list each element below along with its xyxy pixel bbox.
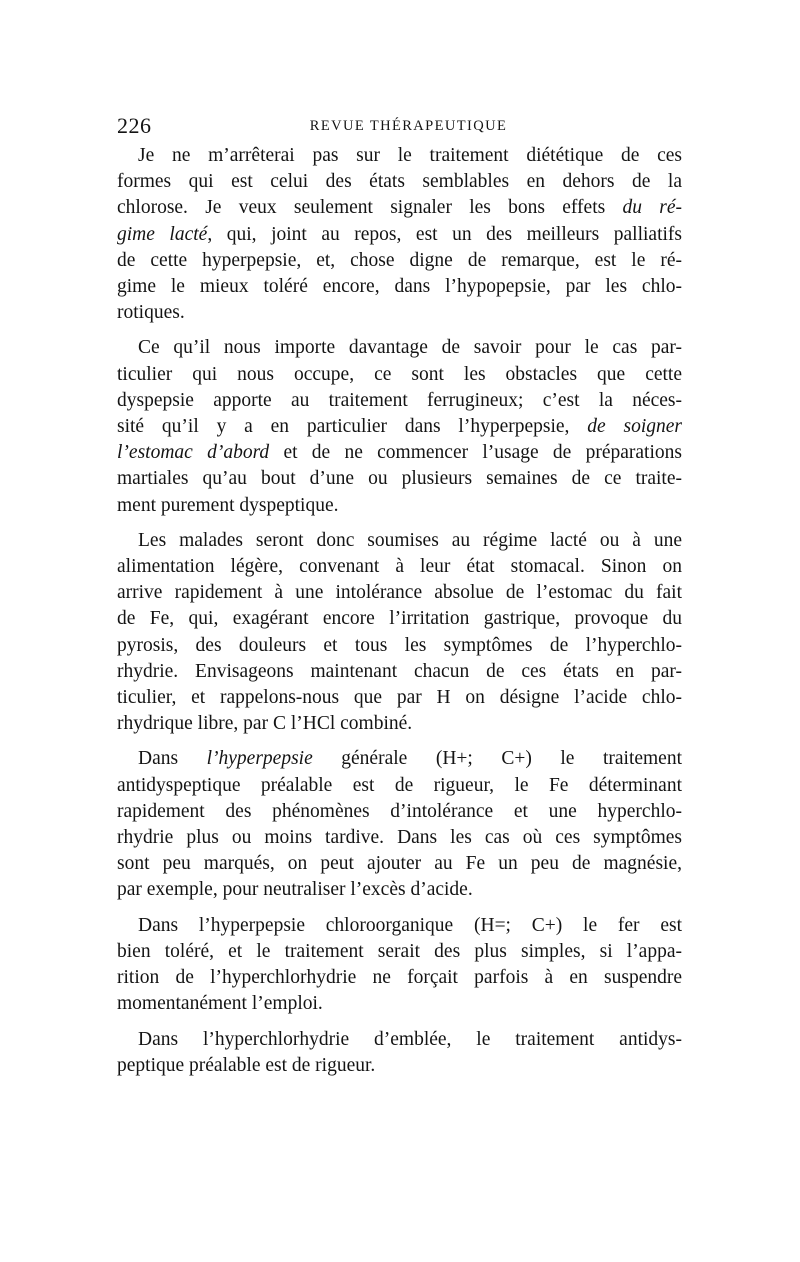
- text-segment: de cette hyperpepsie, et, chose digne de remarque, est le ré-: [117, 249, 682, 271]
- text-line: [117, 659, 682, 685]
- paragraph: [117, 528, 682, 738]
- text-line: [117, 965, 682, 991]
- text-segment: pyrosis, des douleurs et tous les symptômes de l’hyperchlo-: [117, 634, 682, 656]
- text-segment: rition de l’hyperchlorhydrie ne forçait parfois à en suspendre: [117, 967, 682, 989]
- text-segment: Dans l’hyperchlorhydrie d’emblée, le traitement antidys-: [138, 1028, 682, 1050]
- text-segment: gime le mieux toléré encore, dans l’hypopepsie, par les chlo-: [117, 276, 682, 298]
- paragraph: [117, 913, 682, 1018]
- text-line: [117, 335, 682, 361]
- text-segment: , qui, joint au repos, est un des meilleurs palliatifs: [207, 223, 682, 245]
- text-segment: et de ne commencer l’usage de préparations: [269, 442, 682, 464]
- text-segment: rhydrique libre, par C l’HCl combiné.: [117, 713, 413, 735]
- paragraph: [117, 1027, 682, 1079]
- text-segment: Dans: [138, 748, 207, 770]
- text-line: [117, 300, 682, 326]
- text-segment: formes qui est celui des états semblables en dehors de la: [117, 171, 682, 193]
- text-line: [117, 466, 682, 492]
- text-segment: sont peu marqués, on peut ajouter au Fe un peu de magnésie,: [117, 853, 682, 875]
- text-line: [117, 222, 682, 248]
- text-segment: dyspepsie apporte au traitement ferrugineux; c’est la néces-: [117, 389, 682, 411]
- italic-phrase: l’hyperpepsie: [206, 748, 313, 770]
- text-line: [117, 414, 682, 440]
- text-line: [117, 685, 682, 711]
- text-segment: rotiques.: [117, 302, 185, 324]
- text-segment: Ce qu’il nous importe davantage de savoir pour le cas par-: [138, 337, 682, 359]
- text-line: [117, 169, 682, 195]
- text-segment: de Fe, qui, exagérant encore l’irritation gastrique, provoque du: [117, 608, 682, 630]
- text-line: [117, 991, 682, 1017]
- text-line: [117, 362, 682, 388]
- running-header: [117, 113, 682, 143]
- text-line: [117, 440, 682, 466]
- text-segment: antidyspeptique préalable est de rigueur, le Fe déterminant: [117, 774, 682, 796]
- text-segment: rhydrie. Envisageons maintenant chacun de ces états en par-: [117, 660, 682, 682]
- text-line: [117, 913, 682, 939]
- text-segment: momentanément l’emploi.: [117, 993, 323, 1015]
- italic-phrase: l’estomac d’abord: [117, 442, 270, 464]
- text-line: [117, 877, 682, 903]
- text-line: [117, 143, 682, 169]
- text-segment: Les malades seront donc soumises au régime lacté ou à une: [138, 529, 682, 551]
- text-line: [117, 633, 682, 659]
- text-line: [117, 773, 682, 799]
- body-text: [117, 143, 682, 1088]
- text-line: [117, 851, 682, 877]
- text-line: [117, 248, 682, 274]
- text-line: [117, 799, 682, 825]
- text-line: [117, 554, 682, 580]
- text-segment: générale (H+; C+) le traitement: [312, 748, 683, 770]
- text-line: [117, 388, 682, 414]
- journal-title: REVUE THÉRAPEUTIQUE: [309, 118, 508, 134]
- paragraph: [117, 746, 682, 903]
- text-line: [117, 274, 682, 300]
- text-segment: sité qu’il y a en particulier dans l’hyperpepsie,: [117, 416, 588, 438]
- page-number: 226: [117, 113, 152, 138]
- text-segment: ticulier, et rappelons-nous que par H on désigne l’acide chlo-: [117, 687, 682, 709]
- text-segment: Dans l’hyperpepsie chloroorganique (H=; C+) le fer est: [138, 914, 682, 936]
- italic-phrase: gime lacté: [117, 223, 208, 245]
- text-segment: rhydrie plus ou moins tardive. Dans les cas où ces symptômes: [117, 827, 682, 849]
- text-segment: bien toléré, et le traitement serait des plus simples, si l’appa-: [117, 940, 682, 962]
- italic-phrase: du ré-: [622, 197, 682, 219]
- text-line: [117, 195, 682, 221]
- text-segment: par exemple, pour neutraliser l’excès d’acide.: [117, 879, 473, 901]
- italic-phrase: de soigner: [587, 416, 683, 438]
- text-line: [117, 1027, 682, 1053]
- text-line: [117, 939, 682, 965]
- text-line: [117, 580, 682, 606]
- text-line: [117, 746, 682, 772]
- text-line: [117, 493, 682, 519]
- text-line: [117, 528, 682, 554]
- text-segment: arrive rapidement à une intolérance absolue de l’estomac du fait: [117, 582, 682, 604]
- text-segment: alimentation légère, convenant à leur état stomacal. Sinon on: [117, 556, 682, 578]
- text-segment: chlorose. Je veux seulement signaler les bons effets: [117, 197, 623, 219]
- paragraph: [117, 143, 682, 326]
- text-segment: ment purement dyspeptique.: [117, 494, 339, 516]
- text-segment: martiales qu’au bout d’une ou plusieurs semaines de ce traite-: [117, 468, 682, 490]
- text-line: [117, 606, 682, 632]
- text-line: [117, 1053, 682, 1079]
- text-segment: rapidement des phénomènes d’intolérance et une hyperchlo-: [117, 800, 682, 822]
- text-segment: peptique préalable est de rigueur.: [117, 1054, 376, 1076]
- text-segment: Je ne m’arrêterai pas sur le traitement diététique de ces: [138, 145, 682, 166]
- text-segment: ticulier qui nous occupe, ce sont les obstacles que cette: [117, 363, 682, 385]
- text-line: [117, 825, 682, 851]
- text-line: [117, 711, 682, 737]
- paragraph: [117, 335, 682, 518]
